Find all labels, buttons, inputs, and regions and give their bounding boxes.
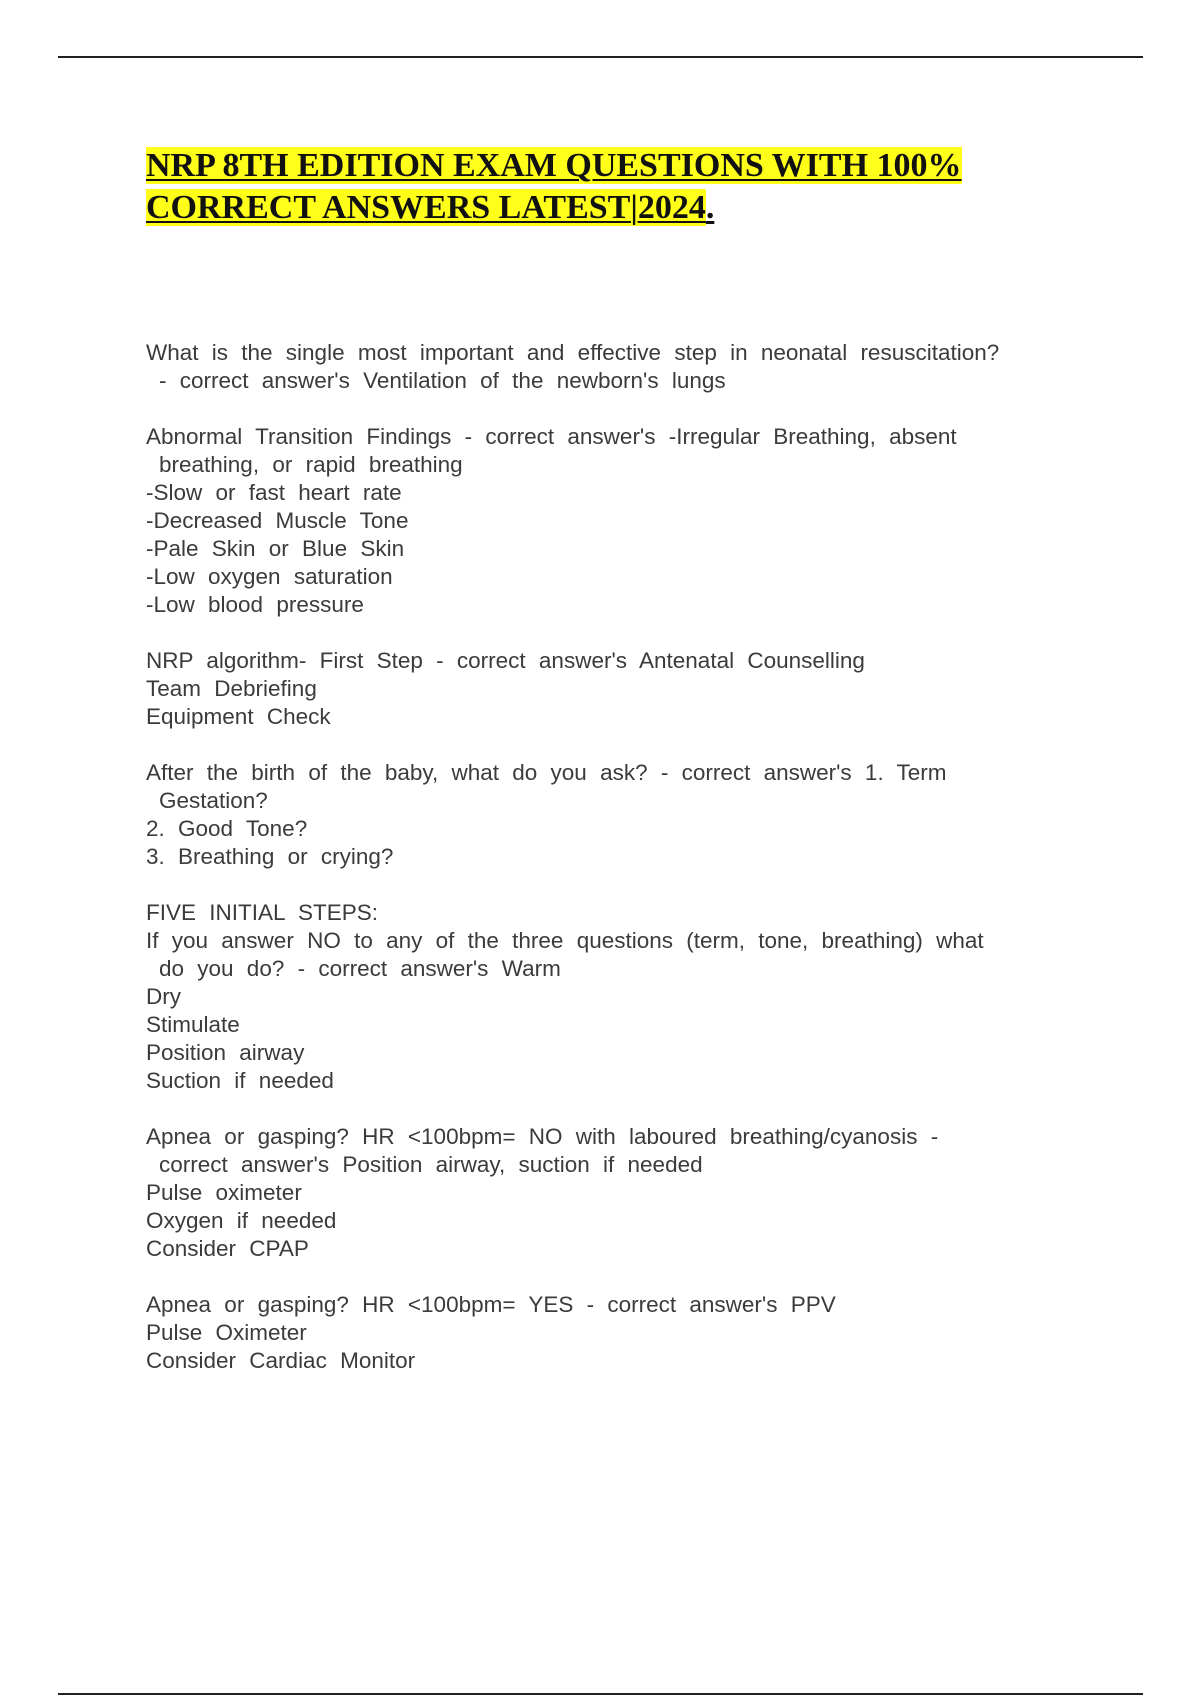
- answer-line: Suction if needed: [146, 1068, 334, 1093]
- answer-line: 3. Breathing or crying?: [146, 844, 394, 869]
- answer-line: -Decreased Muscle Tone: [146, 508, 409, 533]
- qa-block: [146, 1291, 1096, 1375]
- answer-line: Dry: [146, 984, 181, 1009]
- question-line: Apnea or gasping? HR <100bpm= NO with laboured breathing/cyanosis -: [146, 1124, 939, 1149]
- answer-line: Pulse oximeter: [146, 1180, 302, 1205]
- answer-line: breathing, or rapid breathing: [159, 452, 463, 477]
- title-line-1: NRP 8TH EDITION EXAM QUESTIONS WITH 100%: [146, 147, 962, 184]
- qa-block: [146, 1123, 1096, 1263]
- title-line-2: CORRECT ANSWERS LATEST|2024: [146, 189, 706, 226]
- document-title: [146, 145, 1146, 229]
- qa-block: [146, 339, 1096, 395]
- answer-line: Equipment Check: [146, 704, 331, 729]
- question-line: NRP algorithm- First Step - correct answer's Antenatal Counselling: [146, 648, 865, 673]
- document-body: [146, 339, 1096, 1403]
- answer-line: - correct answer's Ventilation of the newborn's lungs: [159, 368, 726, 393]
- qa-block: [146, 759, 1096, 871]
- header-rule: [58, 56, 1143, 58]
- answer-line: Oxygen if needed: [146, 1208, 337, 1233]
- answer-line: correct answer's Position airway, suction if needed: [159, 1152, 703, 1177]
- footer-rule: [58, 1693, 1143, 1695]
- question-line: Apnea or gasping? HR <100bpm= YES - correct answer's PPV: [146, 1292, 836, 1317]
- answer-line: Stimulate: [146, 1012, 240, 1037]
- section-heading: FIVE INITIAL STEPS:: [146, 900, 378, 925]
- question-line: Abnormal Transition Findings - correct answer's -Irregular Breathing, absent: [146, 424, 957, 449]
- answer-line: Team Debriefing: [146, 676, 317, 701]
- answer-line: -Slow or fast heart rate: [146, 480, 402, 505]
- title-period: .: [705, 189, 715, 226]
- answer-line: -Pale Skin or Blue Skin: [146, 536, 405, 561]
- answer-line: Position airway: [146, 1040, 305, 1065]
- question-line: If you answer NO to any of the three questions (term, tone, breathing) what: [146, 928, 984, 953]
- qa-block: [146, 647, 1096, 731]
- answer-line: Gestation?: [159, 788, 268, 813]
- answer-line: Consider Cardiac Monitor: [146, 1348, 416, 1373]
- question-line: What is the single most important and effective step in neonatal resuscitation?: [146, 340, 1000, 365]
- qa-block: [146, 899, 1096, 1095]
- answer-line: Pulse Oximeter: [146, 1320, 307, 1345]
- answer-line: Consider CPAP: [146, 1236, 309, 1261]
- answer-line: -Low oxygen saturation: [146, 564, 393, 589]
- answer-line: do you do? - correct answer's Warm: [159, 956, 561, 981]
- answer-line: 2. Good Tone?: [146, 816, 308, 841]
- question-line: After the birth of the baby, what do you ask? - correct answer's 1. Term: [146, 760, 947, 785]
- answer-line: -Low blood pressure: [146, 592, 364, 617]
- qa-block: [146, 423, 1096, 619]
